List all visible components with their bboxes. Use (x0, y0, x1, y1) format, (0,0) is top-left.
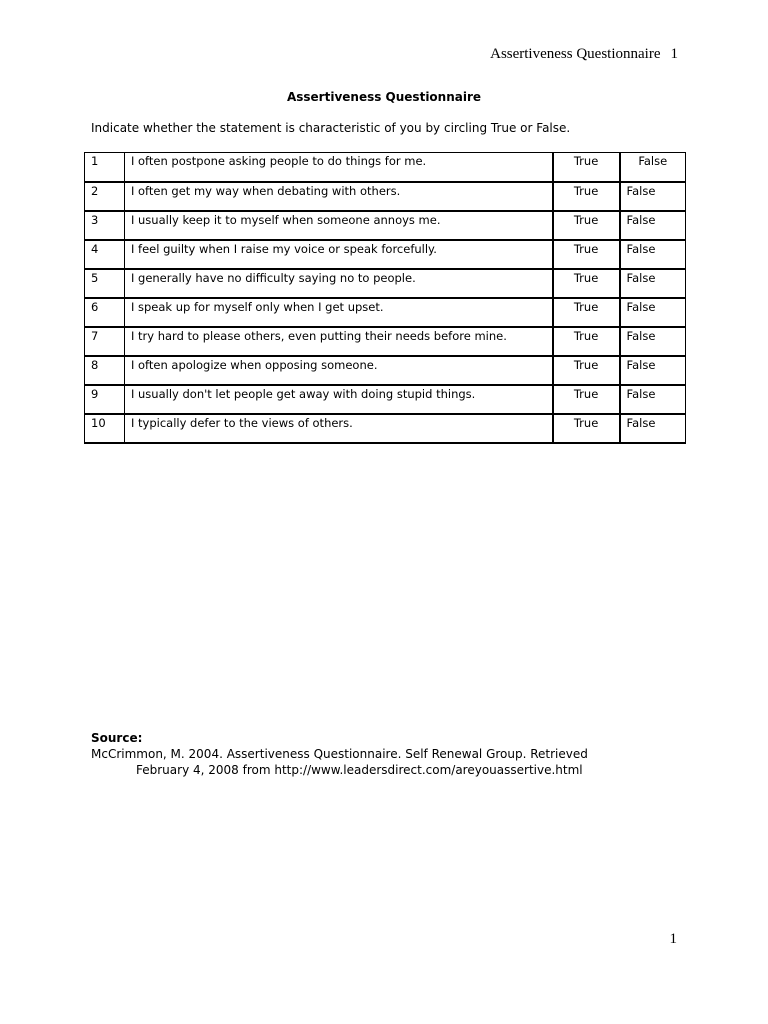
false-option[interactable]: False (620, 211, 686, 240)
row-number: 2 (85, 182, 125, 211)
statement-cell: I often get my way when debating with others. (124, 182, 552, 211)
table-row (85, 414, 686, 443)
true-option[interactable]: True (553, 414, 620, 443)
table-row (85, 385, 686, 414)
table-row (85, 298, 686, 327)
false-option[interactable]: False (620, 385, 686, 414)
statement-cell: I typically defer to the views of others. (124, 414, 552, 443)
true-option[interactable]: True (553, 240, 620, 269)
true-option[interactable]: True (553, 298, 620, 327)
source-citation (91, 730, 588, 778)
false-option[interactable]: False (620, 414, 686, 443)
false-option[interactable]: False (620, 182, 686, 211)
row-number: 1 (85, 153, 125, 182)
row-number: 6 (85, 298, 125, 327)
statement-cell: I often postpone asking people to do things for me. (124, 153, 552, 182)
false-option[interactable]: False (620, 356, 686, 385)
true-option[interactable]: True (553, 269, 620, 298)
false-option[interactable]: False (620, 327, 686, 356)
row-number: 3 (85, 211, 125, 240)
running-header-page-number: 1 (670, 46, 678, 62)
row-number: 9 (85, 385, 125, 414)
table-row (85, 211, 686, 240)
table-row (85, 327, 686, 356)
table-row (85, 153, 686, 182)
row-number: 4 (85, 240, 125, 269)
table-row (85, 269, 686, 298)
statement-cell: I feel guilty when I raise my voice or speak forcefully. (124, 240, 552, 269)
true-option[interactable]: True (553, 211, 620, 240)
true-option[interactable]: True (553, 153, 620, 182)
row-number: 5 (85, 269, 125, 298)
table-row (85, 356, 686, 385)
false-option[interactable]: False (620, 298, 686, 327)
true-option[interactable]: True (553, 385, 620, 414)
source-line-2: February 4, 2008 from http://www.leadersdirect.com/areyouassertive.html (136, 763, 583, 777)
running-header-title: Assertiveness Questionnaire (490, 46, 661, 62)
row-number: 7 (85, 327, 125, 356)
document-title: Assertiveness Questionnaire (286, 90, 482, 104)
true-option[interactable]: True (553, 327, 620, 356)
true-option[interactable]: True (553, 182, 620, 211)
running-header (490, 46, 678, 63)
footer-page-number: 1 (669, 931, 677, 947)
row-number: 8 (85, 356, 125, 385)
statement-cell: I speak up for myself only when I get upset. (124, 298, 552, 327)
statement-cell: I try hard to please others, even putting their needs before mine. (124, 327, 552, 356)
table-row (85, 182, 686, 211)
statement-cell: I usually don't let people get away with doing stupid things. (124, 385, 552, 414)
false-option[interactable]: False (620, 240, 686, 269)
source-line-1: McCrimmon, M. 2004. Assertiveness Questionnaire. Self Renewal Group. Retrieved (91, 747, 588, 761)
source-heading: Source: (91, 731, 143, 745)
instructions-text: Indicate whether the statement is characteristic of you by circling True or False. (91, 121, 571, 135)
statement-cell: I generally have no difficulty saying no to people. (124, 269, 552, 298)
row-number: 10 (85, 414, 125, 443)
false-option[interactable]: False (620, 269, 686, 298)
true-option[interactable]: True (553, 356, 620, 385)
table-row (85, 240, 686, 269)
statement-cell: I usually keep it to myself when someone annoys me. (124, 211, 552, 240)
statement-cell: I often apologize when opposing someone. (124, 356, 552, 385)
false-option[interactable]: False (620, 153, 686, 182)
questionnaire-table (84, 152, 686, 444)
